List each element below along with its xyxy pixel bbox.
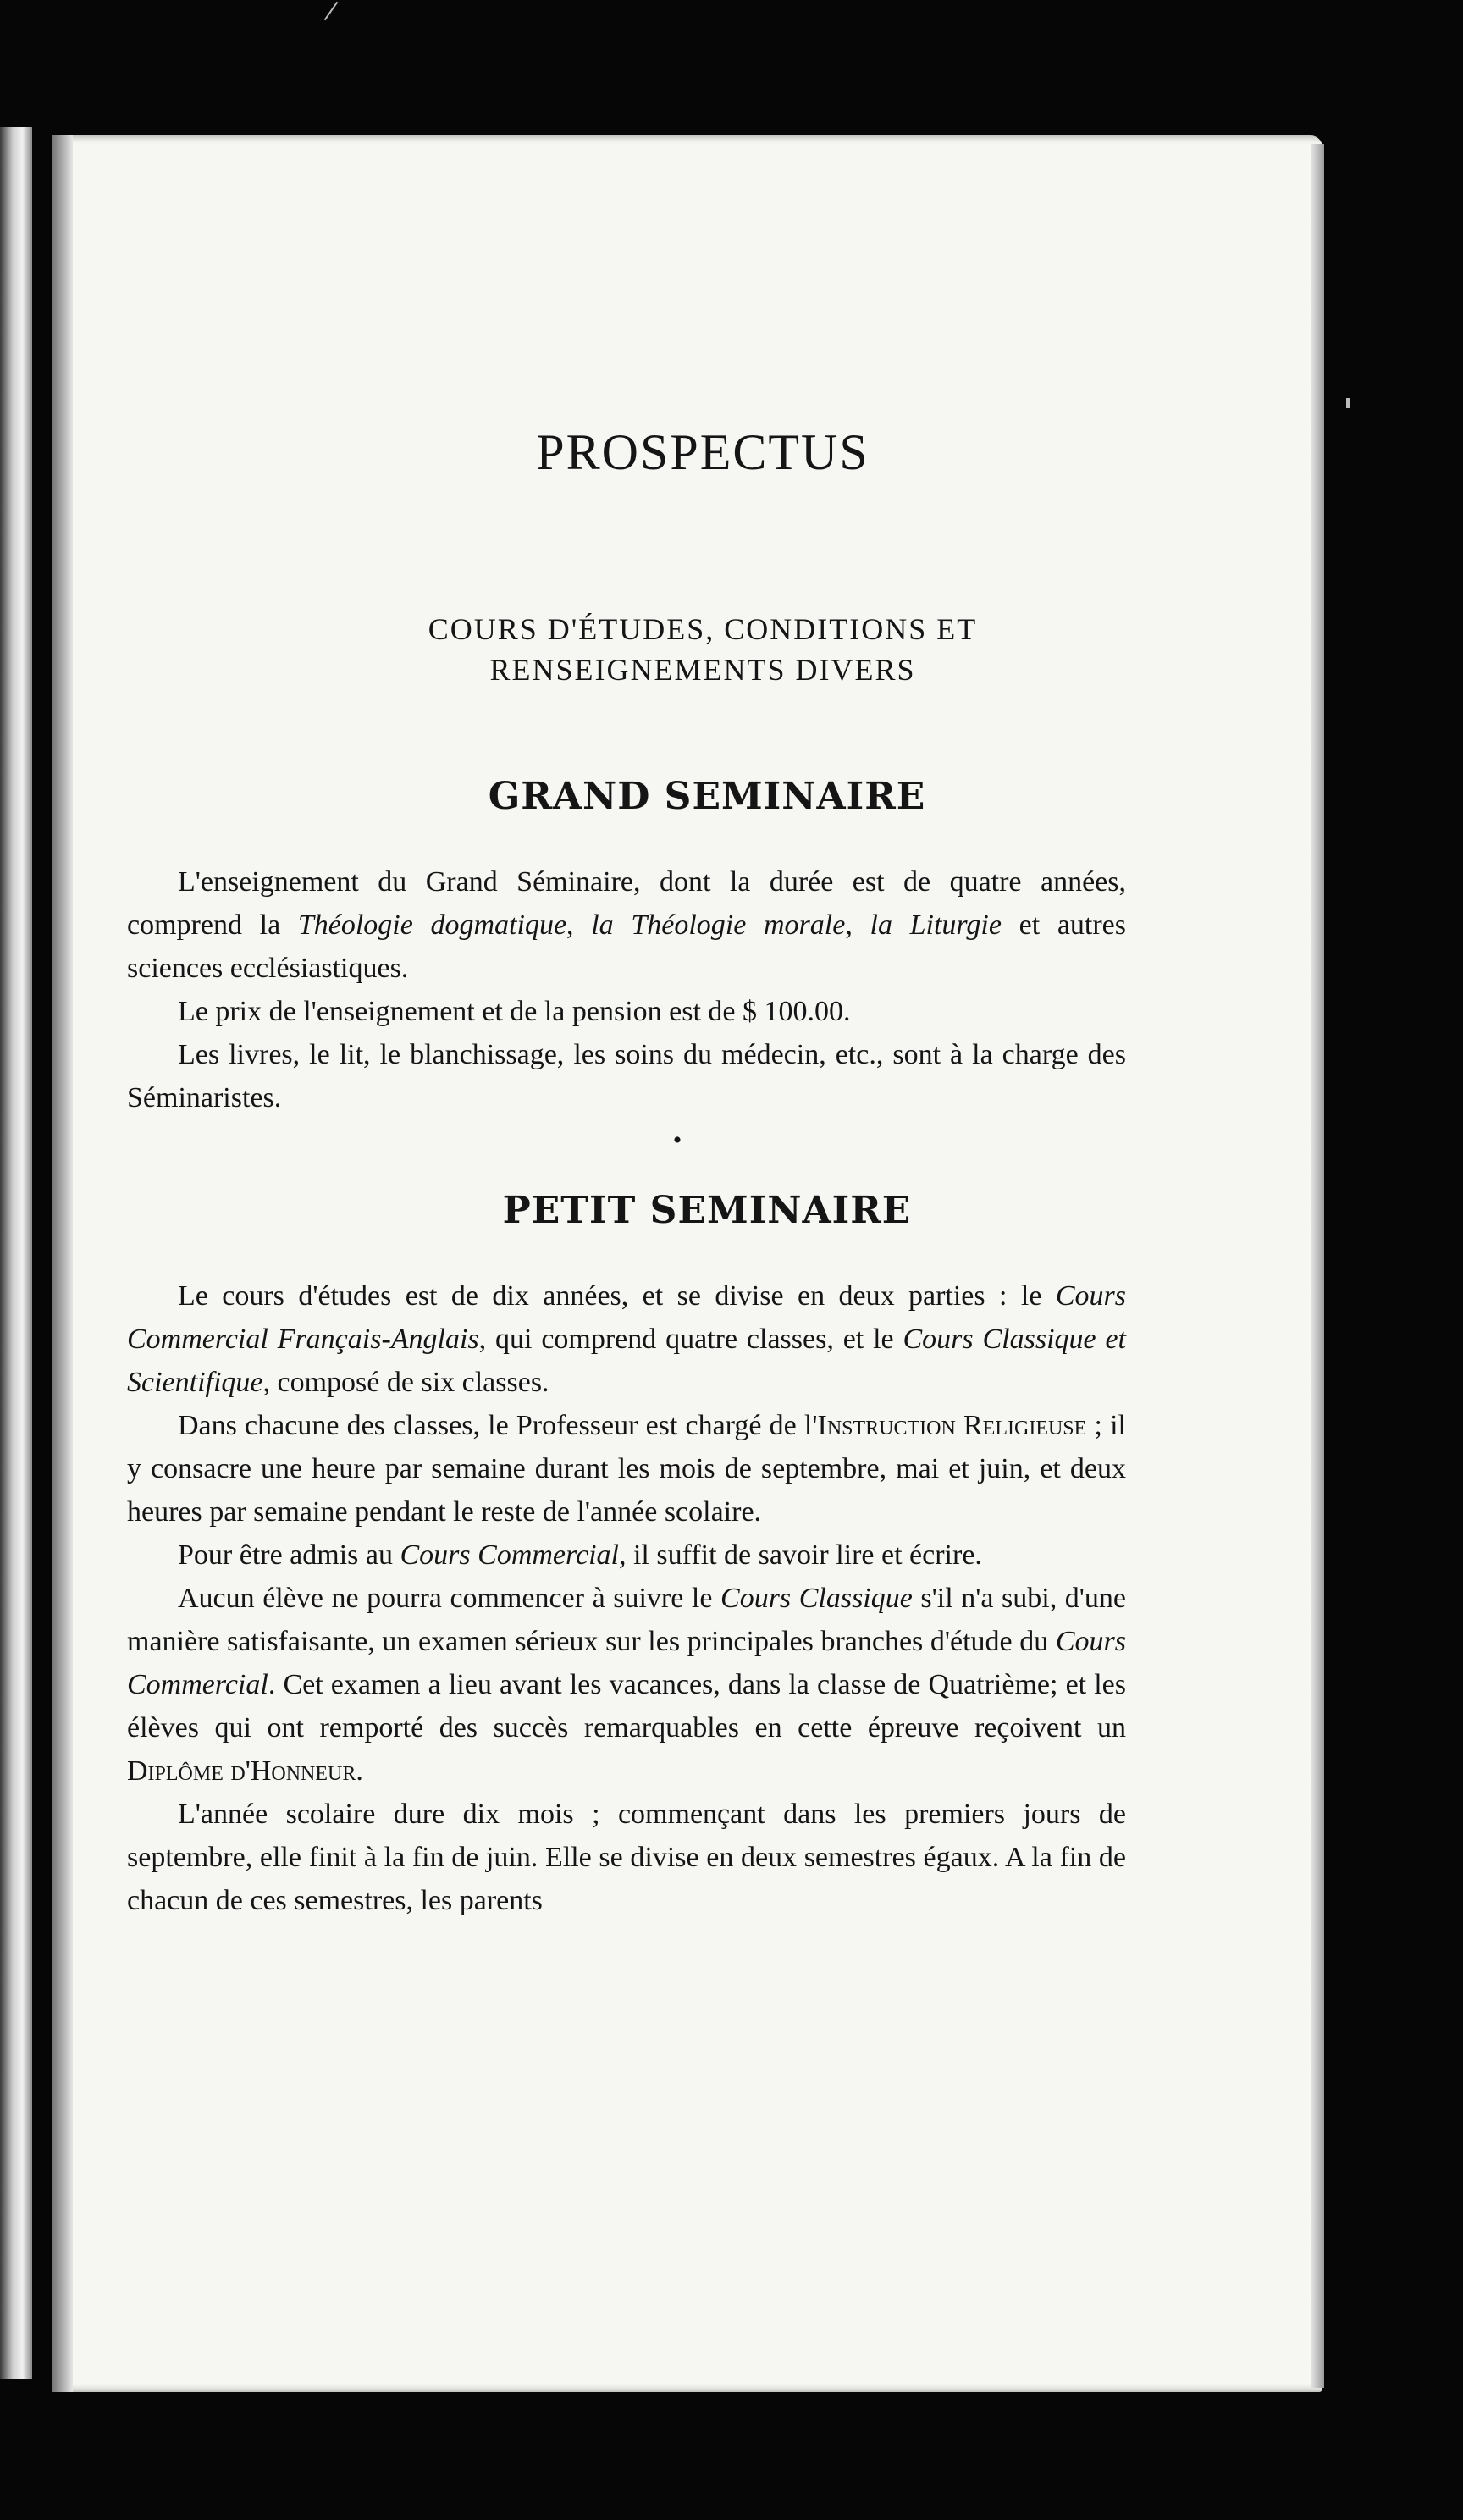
italic-text: Cours Commercial Français-Anglais — [127, 1280, 1126, 1355]
dust-speck — [1346, 398, 1350, 408]
text-run: L'enseignement du Grand Séminaire, dont la durée est de quatre années, comprend la — [127, 866, 1126, 941]
paragraph — [127, 1404, 1126, 1534]
text-run: , — [566, 909, 592, 941]
page-title: PROSPECTUS — [536, 424, 870, 480]
paragraph — [127, 860, 1126, 990]
italic-text: Cours Commercial — [400, 1539, 619, 1571]
italic-text: Cours Classique et Scientifique — [127, 1324, 1126, 1398]
paragraph — [127, 1534, 1126, 1577]
text-run: Le prix de l'enseignement et de la pension est de $ 100.00. — [178, 996, 851, 1027]
italic-text: la Liturgie — [870, 909, 1002, 941]
section-heading-petit-seminaire: PETIT SEMINAIRE — [502, 1189, 912, 1232]
text-run: Le cours d'études est de dix années, et se divise en deux parties : le — [178, 1280, 1056, 1312]
text-run: . Cet examen a lieu avant les vacances, dans la classe de Quatrième; et les élèves qui ont remporté des succès remarquables en cette épreuve reçoivent un — [127, 1669, 1126, 1744]
page-right-edge — [1311, 144, 1324, 2388]
small-caps-text: Instruction Religieuse — [817, 1410, 1087, 1441]
page-binding-shadow — [52, 135, 73, 2392]
text-run: , il suffit de savoir lire et écrire. — [618, 1539, 982, 1571]
paragraph — [127, 1577, 1126, 1793]
text-run: Pour être admis au — [178, 1539, 400, 1571]
text-run: Les livres, le lit, le blanchissage, les soins du médecin, etc., sont à la charge des Séminaristes. — [127, 1039, 1126, 1114]
subtitle-line: RENSEIGNEMENTS DIVERS — [489, 653, 916, 687]
section-heading-grand-seminaire: GRAND SEMINAIRE — [488, 775, 926, 818]
document-subtitle — [127, 609, 1126, 690]
text-run: , — [845, 909, 870, 941]
text-run: L'année scolaire dure dix mois ; commençant dans les premiers jours de septembre, elle finit à la fin de juin. Elle se divise en deux semestres égaux. A la fin de chacun de ces semestres, les parents — [127, 1799, 1126, 1916]
text-run: ; il y consacre une heure par semaine durant les mois de septembre, mai et juin, et deux heures par semaine pendant le reste de l'année scolaire. — [127, 1410, 1126, 1528]
section-divider-mark: • — [672, 1126, 682, 1154]
paragraph — [127, 1274, 1126, 1404]
text-run: , qui comprend quatre classes, et le — [478, 1324, 903, 1355]
paragraph — [127, 1793, 1126, 1922]
previous-page-edge — [0, 127, 32, 2379]
italic-text: Cours Classique — [720, 1583, 913, 1614]
text-run: et autres sciences ecclésiastiques. — [127, 909, 1126, 984]
text-run: . — [356, 1755, 363, 1787]
text-run: Aucun élève ne pourra commencer à suivre le — [178, 1583, 721, 1614]
text-run: s'il n'a subi, d'une manière satisfaisante, un examen sérieux sur les principales branches d'étude du — [127, 1583, 1126, 1657]
paragraph — [127, 1033, 1126, 1119]
text-run: Dans chacune des classes, le Professeur est chargé de l' — [178, 1410, 818, 1441]
italic-text: Théologie dogmatique — [297, 909, 567, 941]
italic-text: Cours Commercial — [127, 1626, 1126, 1700]
document-content — [127, 423, 1126, 1922]
subtitle-line: COURS D'ÉTUDES, CONDITIONS ET — [428, 612, 978, 646]
italic-text: la Théologie morale — [591, 909, 846, 941]
small-caps-text: Diplôme d'Honneur — [127, 1755, 356, 1787]
text-run: , composé de six classes. — [262, 1367, 549, 1398]
paragraph — [127, 990, 1126, 1033]
